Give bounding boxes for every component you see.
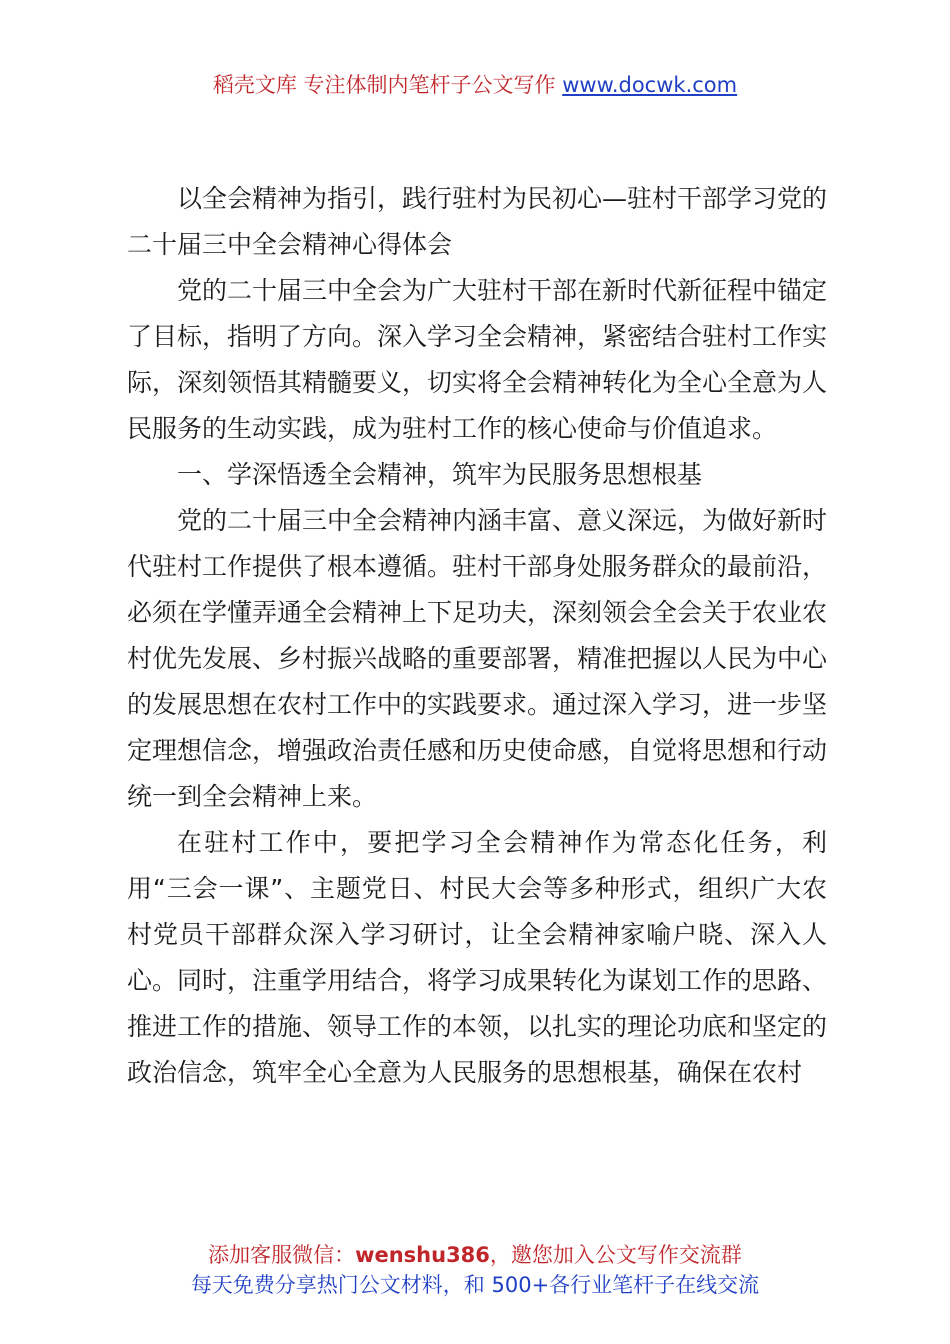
intro-paragraph: 党的二十届三中全会为广大驻村干部在新时代新征程中锚定了目标，指明了方向。深入学习全会精神，紧密结合驻村工作实际，深刻领悟其精髓要义，切实将全会精神转化为全心全意为人民服务的生动实践，成为驻村工作的核心使命与价值追求。 xyxy=(127,276,828,443)
wechat-id: wenshu386 xyxy=(355,1243,490,1267)
article-body xyxy=(127,176,827,1096)
body-paragraph: 在驻村工作中，要把学习全会精神作为常态化任务，利用“三会一课”、主题党日、村民大会等多种形式，组织广大农村党员干部群众深入学习研讨，让全会精神家喻户晓、深入人心。同时，注重学用结合，将学习成果转化为谋划工作的思路、推进工作的措施、领导工作的本领，以扎实的理论功底和坚定的政治信念，筑牢全心全意为人民服务的思想根基，确保在农村 xyxy=(127,828,828,1087)
body-paragraph: 党的二十届三中全会精神内涵丰富、意义深远，为做好新时代驻村工作提供了根本遵循。驻村干部身处服务群众的最前沿，必须在学懂弄通全会精神上下足功夫，深刻领会全会关于农业农村优先发展、乡村振兴战略的重要部署，精准把握以人民为中心的发展思想在农村工作中的实践要求。通过深入学习，进一步坚定理想信念，增强政治责任感和历史使命感，自觉将思想和行动统一到全会精神上来。 xyxy=(127,506,828,811)
article-title: 以全会精神为指引，践行驻村为民初心—驻村干部学习党的二十届三中全会精神心得体会 xyxy=(127,184,828,259)
footer-contact-prefix: 添加客服微信： xyxy=(208,1243,356,1267)
page-footer xyxy=(0,1240,950,1300)
footer-contact-suffix: ，邀您加入公文写作交流群 xyxy=(489,1243,742,1267)
footer-promo-line: 每天免费分享热门公文材料，和 500+各行业笔杆子在线交流 xyxy=(190,1273,760,1297)
brand-tagline: 稻壳文库 专注体制内笔杆子公文写作 xyxy=(212,73,563,97)
section-heading: 一、学深悟透全会精神，筑牢为民服务思想根基 xyxy=(177,460,703,489)
page-header xyxy=(0,70,950,100)
site-link[interactable]: www.docwk.com xyxy=(562,73,738,97)
footer-contact-line xyxy=(0,1240,950,1270)
